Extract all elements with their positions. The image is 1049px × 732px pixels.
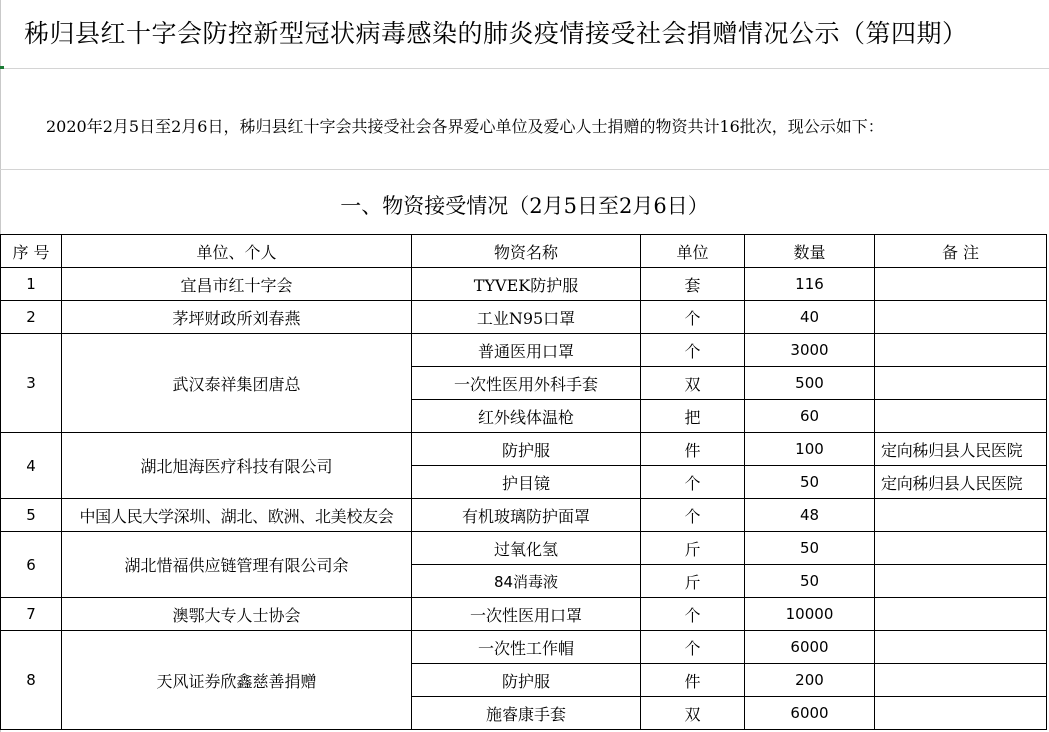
unit-cell[interactable]: 个 bbox=[641, 466, 745, 499]
section-title: 一、物资接受情况（2月5日至2月6日） bbox=[340, 194, 709, 218]
quantity-cell[interactable]: 50 bbox=[745, 532, 875, 565]
donor-cell[interactable]: 茅坪财政所刘春燕 bbox=[62, 301, 412, 334]
table-row bbox=[1, 499, 1047, 532]
intro-text: 2020年2月5日至2月6日，秭归县红十字会共接受社会各界爱心单位及爱心人士捐赠的物资共计16批次，现公示如下： bbox=[46, 117, 884, 136]
serial-cell[interactable]: 7 bbox=[1, 598, 62, 631]
table-row bbox=[1, 334, 1047, 367]
serial-cell[interactable]: 6 bbox=[1, 532, 62, 598]
unit-cell[interactable]: 斤 bbox=[641, 532, 745, 565]
note-cell[interactable] bbox=[875, 598, 1047, 631]
donation-table bbox=[0, 234, 1047, 730]
header-cell[interactable]: 数量 bbox=[745, 235, 875, 268]
item-cell[interactable]: TYVEK防护服 bbox=[412, 268, 641, 301]
table-row bbox=[1, 301, 1047, 334]
quantity-cell[interactable]: 116 bbox=[745, 268, 875, 301]
item-cell[interactable]: 工业N95口罩 bbox=[412, 301, 641, 334]
note-cell[interactable] bbox=[875, 268, 1047, 301]
serial-cell[interactable]: 4 bbox=[1, 433, 62, 499]
donor-cell[interactable]: 湖北旭海医疗科技有限公司 bbox=[62, 433, 412, 499]
donor-cell[interactable]: 澳鄂大专人士协会 bbox=[62, 598, 412, 631]
quantity-cell[interactable]: 200 bbox=[745, 664, 875, 697]
table-row bbox=[1, 268, 1047, 301]
note-cell[interactable]: 定向秭归县人民医院 bbox=[875, 466, 1047, 499]
unit-cell[interactable]: 个 bbox=[641, 334, 745, 367]
title-row bbox=[0, 0, 1049, 69]
item-cell[interactable]: 有机玻璃防护面罩 bbox=[412, 499, 641, 532]
page-title: 秭归县红十字会防控新型冠状病毒感染的肺炎疫情接受社会捐赠情况公示（第四期） bbox=[24, 19, 968, 48]
header-cell[interactable]: 序 号 bbox=[1, 235, 62, 268]
note-cell[interactable] bbox=[875, 532, 1047, 565]
item-cell[interactable]: 护目镜 bbox=[412, 466, 641, 499]
quantity-cell[interactable]: 3000 bbox=[745, 334, 875, 367]
item-cell[interactable]: 红外线体温枪 bbox=[412, 400, 641, 433]
unit-cell[interactable]: 双 bbox=[641, 367, 745, 400]
quantity-cell[interactable]: 48 bbox=[745, 499, 875, 532]
note-cell[interactable]: 定向秭归县人民医院 bbox=[875, 433, 1047, 466]
quantity-cell[interactable]: 6000 bbox=[745, 697, 875, 730]
unit-cell[interactable]: 件 bbox=[641, 433, 745, 466]
unit-cell[interactable]: 双 bbox=[641, 697, 745, 730]
item-cell[interactable]: 84消毒液 bbox=[412, 565, 641, 598]
unit-cell[interactable]: 把 bbox=[641, 400, 745, 433]
serial-cell[interactable]: 5 bbox=[1, 499, 62, 532]
intro-row bbox=[0, 69, 1049, 170]
quantity-cell[interactable]: 10000 bbox=[745, 598, 875, 631]
item-cell[interactable]: 普通医用口罩 bbox=[412, 334, 641, 367]
item-cell[interactable]: 防护服 bbox=[412, 664, 641, 697]
header-cell[interactable]: 备 注 bbox=[875, 235, 1047, 268]
note-cell[interactable] bbox=[875, 664, 1047, 697]
unit-cell[interactable]: 个 bbox=[641, 499, 745, 532]
item-cell[interactable]: 一次性工作帽 bbox=[412, 631, 641, 664]
note-cell[interactable] bbox=[875, 334, 1047, 367]
table-row bbox=[1, 631, 1047, 664]
serial-cell[interactable]: 8 bbox=[1, 631, 62, 730]
unit-cell[interactable]: 个 bbox=[641, 301, 745, 334]
serial-cell[interactable]: 1 bbox=[1, 268, 62, 301]
note-cell[interactable] bbox=[875, 367, 1047, 400]
unit-cell[interactable]: 套 bbox=[641, 268, 745, 301]
note-cell[interactable] bbox=[875, 400, 1047, 433]
note-cell[interactable] bbox=[875, 631, 1047, 664]
header-cell[interactable]: 单位、个人 bbox=[62, 235, 412, 268]
donor-cell[interactable]: 武汉泰祥集团唐总 bbox=[62, 334, 412, 433]
quantity-cell[interactable]: 6000 bbox=[745, 631, 875, 664]
note-cell[interactable] bbox=[875, 499, 1047, 532]
quantity-cell[interactable]: 40 bbox=[745, 301, 875, 334]
table-row bbox=[1, 433, 1047, 466]
quantity-cell[interactable]: 50 bbox=[745, 466, 875, 499]
note-cell[interactable] bbox=[875, 301, 1047, 334]
table-row bbox=[1, 598, 1047, 631]
unit-cell[interactable]: 个 bbox=[641, 631, 745, 664]
table-row bbox=[1, 532, 1047, 565]
item-cell[interactable]: 过氧化氢 bbox=[412, 532, 641, 565]
item-cell[interactable]: 防护服 bbox=[412, 433, 641, 466]
quantity-cell[interactable]: 500 bbox=[745, 367, 875, 400]
quantity-cell[interactable]: 50 bbox=[745, 565, 875, 598]
donor-cell[interactable]: 宜昌市红十字会 bbox=[62, 268, 412, 301]
note-cell[interactable] bbox=[875, 697, 1047, 730]
quantity-cell[interactable]: 60 bbox=[745, 400, 875, 433]
donor-cell[interactable]: 中国人民大学深圳、湖北、欧洲、北美校友会 bbox=[62, 499, 412, 532]
donor-cell[interactable]: 湖北惜福供应链管理有限公司余 bbox=[62, 532, 412, 598]
note-cell[interactable] bbox=[875, 565, 1047, 598]
serial-cell[interactable]: 2 bbox=[1, 301, 62, 334]
item-cell[interactable]: 一次性医用外科手套 bbox=[412, 367, 641, 400]
donor-cell[interactable]: 天风证券欣鑫慈善捐赠 bbox=[62, 631, 412, 730]
quantity-cell[interactable]: 100 bbox=[745, 433, 875, 466]
header-cell[interactable]: 物资名称 bbox=[412, 235, 641, 268]
unit-cell[interactable]: 斤 bbox=[641, 565, 745, 598]
serial-cell[interactable]: 3 bbox=[1, 334, 62, 433]
header-cell[interactable]: 单位 bbox=[641, 235, 745, 268]
header-row bbox=[1, 235, 1047, 268]
item-cell[interactable]: 一次性医用口罩 bbox=[412, 598, 641, 631]
unit-cell[interactable]: 个 bbox=[641, 598, 745, 631]
unit-cell[interactable]: 件 bbox=[641, 664, 745, 697]
section-row bbox=[0, 170, 1049, 234]
item-cell[interactable]: 施睿康手套 bbox=[412, 697, 641, 730]
